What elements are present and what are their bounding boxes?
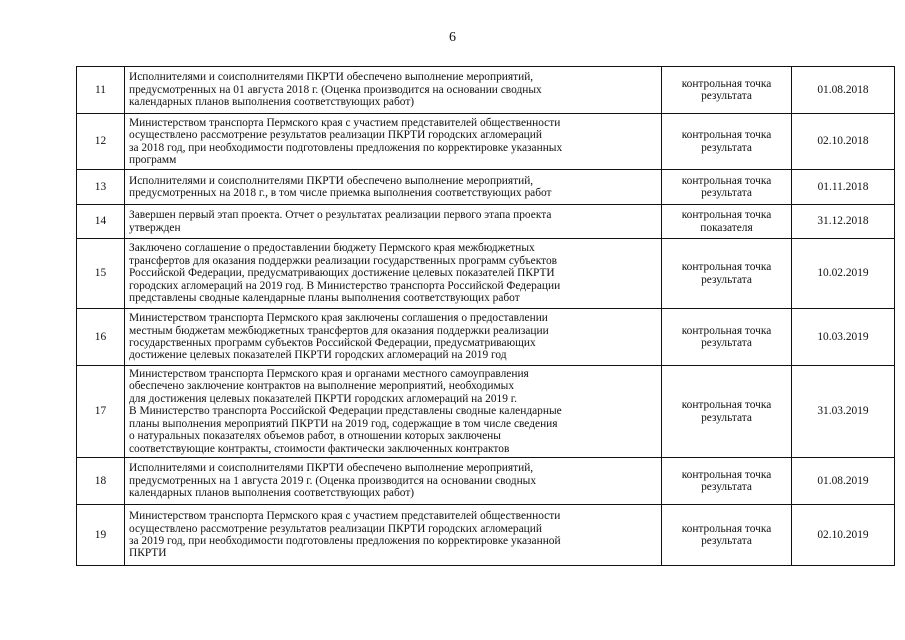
description-line: В Министерство транспорта Российской Федерации представлены сводные календарные	[129, 405, 562, 418]
description-line: Исполнителями и соисполнителями ПКРТИ обеспечено выполнение мероприятий,	[129, 462, 534, 475]
milestone-type: контрольная точка результата	[662, 239, 792, 309]
description-line: трансфертов для оказания поддержки реализации государственных программ субъектов	[129, 254, 558, 267]
row-number: 18	[77, 458, 125, 505]
table-row	[77, 239, 895, 309]
description-line: местным бюджетам межбюджетных трансфертов для оказания поддержки реализации	[129, 324, 549, 337]
description-line: за 2019 год, при необходимости подготовлены предложения по корректировке указанной	[129, 535, 561, 547]
table-row	[77, 458, 895, 505]
milestone-date: 01.08.2018	[792, 67, 895, 114]
description-line: городских агломераций на 2019 год. В Министерство транспорта Российской Федерации	[129, 279, 561, 292]
milestone-description	[125, 505, 662, 566]
description-line: ПКРТИ	[129, 547, 167, 560]
description-line: Министерством транспорта Пермского края заключены соглашения о предоставлении	[129, 312, 548, 325]
description-line: Министерством транспорта Пермского края с участием представителей общественности	[129, 116, 561, 129]
description-line: Министерством транспорта Пермского края и органами местного самоуправления	[129, 368, 529, 381]
description-line: программ	[129, 153, 177, 166]
row-number: 13	[77, 170, 125, 205]
milestone-description	[125, 114, 662, 170]
milestone-date: 10.03.2019	[792, 309, 895, 366]
milestone-type: контрольная точка результата	[662, 309, 792, 366]
row-number: 16	[77, 309, 125, 366]
milestone-type: контрольная точка результата	[662, 458, 792, 505]
page-number: 6	[449, 30, 456, 45]
row-number: 11	[77, 67, 125, 114]
description-line: календарных планов выполнения соответствующих работ)	[129, 96, 415, 109]
milestone-type: контрольная точка результата	[662, 114, 792, 170]
description-line: осуществлено рассмотрение результатов реализации ПКРТИ городских агломераций	[129, 129, 542, 142]
milestone-type: контрольная точка результата	[662, 366, 792, 458]
description-line: для достижения целевых показателей ПКРТИ городских агломераций на 2019 г.	[129, 392, 517, 405]
row-number: 15	[77, 239, 125, 309]
table-row	[77, 67, 895, 114]
description-line: представлены сводные календарные планы выполнения соответствующих работ	[129, 292, 520, 305]
description-line: обеспечено заключение контрактов на выполнение мероприятий, необходимых	[129, 380, 515, 393]
milestone-date: 31.12.2018	[792, 205, 895, 239]
row-number: 17	[77, 366, 125, 458]
row-number: 14	[77, 205, 125, 239]
table-row	[77, 170, 895, 205]
description-line: предусмотренных на 01 августа 2018 г. (Оценка производится на основании сводных	[129, 83, 542, 96]
milestone-type: контрольная точка результата	[662, 505, 792, 566]
table-row	[77, 309, 895, 366]
milestone-type: контрольная точка результата	[662, 67, 792, 114]
row-number: 19	[77, 505, 125, 566]
milestone-description	[125, 239, 662, 309]
description-line: предусмотренных на 2018 г., в том числе приемка выполнения соответствующих работ	[129, 187, 552, 199]
table-row	[77, 205, 895, 239]
description-line: Министерством транспорта Пермского края с участием представителей общественности	[129, 510, 561, 523]
milestone-date: 10.02.2019	[792, 239, 895, 309]
description-line: за 2018 год, при необходимости подготовлены предложения по корректировке указанных	[129, 141, 563, 154]
description-line: Российской Федерации, предусматривающих достижение целевых показателей ПКРТИ	[129, 267, 555, 280]
description-line: Исполнителями и соисполнителями ПКРТИ обеспечено выполнение мероприятий,	[129, 71, 534, 84]
milestone-date: 02.10.2019	[792, 505, 895, 566]
description-line: планы выполнения мероприятий ПКРТИ на 2019 год, содержащие в том числе сведения	[129, 417, 558, 430]
milestone-date: 01.08.2019	[792, 458, 895, 505]
table-row	[77, 505, 895, 566]
description-line: предусмотренных на 1 августа 2019 г. (Оценка производится на основании сводных	[129, 474, 537, 487]
description-line: о натуральных показателях объемов работ, в отношении которых заключены	[129, 430, 501, 443]
milestone-description	[125, 458, 662, 505]
milestone-description	[125, 170, 662, 205]
description-line: Исполнителями и соисполнителями ПКРТИ обеспечено выполнение мероприятий,	[129, 174, 534, 187]
milestones-table-body	[77, 67, 895, 566]
milestone-type: контрольная точка показателя	[662, 205, 792, 239]
description-line: календарных планов выполнения соответствующих работ)	[129, 487, 415, 500]
description-line: достижение целевых показателей ПКРТИ городских агломераций на 2019 год	[129, 349, 507, 362]
description-line: государственных программ субъектов Российской Федерации, предусматривающих	[129, 337, 536, 349]
description-line: осуществлено рассмотрение результатов реализации ПКРТИ городских агломераций	[129, 522, 542, 535]
description-line: Заключено соглашение о предоставлении бюджету Пермского края межбюджетных	[129, 242, 535, 255]
milestone-date: 31.03.2019	[792, 366, 895, 458]
milestone-description	[125, 205, 662, 239]
description-line: утвержден	[129, 221, 181, 234]
table-row	[77, 366, 895, 458]
milestone-description	[125, 67, 662, 114]
milestone-description	[125, 309, 662, 366]
milestone-type: контрольная точка результата	[662, 170, 792, 205]
milestone-date: 02.10.2018	[792, 114, 895, 170]
description-line: Завершен первый этап проекта. Отчет о результатах реализации первого этапа проекта	[129, 209, 552, 222]
milestones-table	[76, 66, 895, 566]
milestone-date: 01.11.2018	[792, 170, 895, 205]
row-number: 12	[77, 114, 125, 170]
table-row	[77, 114, 895, 170]
description-line: соответствующие контракты, стоимости фактически заключенных контрактов	[129, 442, 510, 455]
milestone-description	[125, 366, 662, 458]
